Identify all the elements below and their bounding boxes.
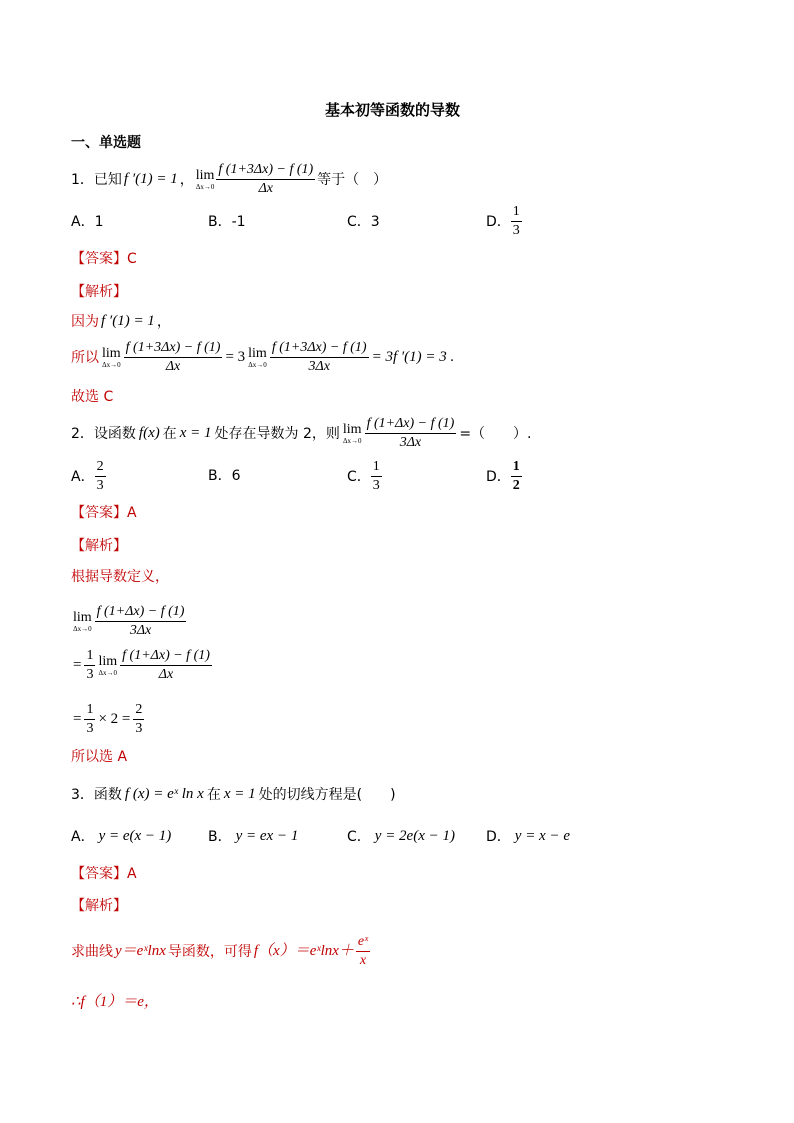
equals-sign: = bbox=[73, 711, 82, 727]
option-label: B． bbox=[208, 214, 232, 230]
q3-explanation-fraction bbox=[356, 934, 370, 969]
fraction-numerator: 1 bbox=[371, 459, 382, 477]
explanation-math: f ′(1) = 1 bbox=[101, 313, 155, 329]
fraction-numerator: f (1+Δx) − f (1) bbox=[95, 604, 187, 622]
option-value: -1 bbox=[231, 214, 246, 230]
option-label: A． bbox=[71, 468, 95, 485]
q1-denominator: Δx bbox=[258, 181, 273, 196]
fraction-denominator: 3Δx bbox=[399, 435, 422, 450]
question-2 bbox=[71, 416, 532, 451]
lim-word: lim bbox=[73, 609, 92, 625]
fraction-numerator: f (1+3Δx) − f (1) bbox=[270, 340, 369, 358]
q2-suffix: =（ ）. bbox=[459, 425, 532, 442]
option-value: y = e(x − 1) bbox=[98, 828, 172, 844]
option-label: A． bbox=[71, 828, 95, 845]
explanation-math: f（x）＝eˣlnx＋ bbox=[253, 943, 354, 959]
fraction-numerator: 1 bbox=[511, 204, 522, 222]
q2-point: x = 1 bbox=[179, 425, 212, 441]
explanation-punct: ， bbox=[156, 313, 171, 330]
q2-step-1 bbox=[73, 604, 186, 639]
q3-option-a[interactable] bbox=[71, 829, 171, 844]
lim-sub: Δx→0 bbox=[98, 668, 118, 677]
q2-explanation-1: 根据导数定义， bbox=[71, 569, 169, 585]
two-thirds bbox=[133, 702, 144, 737]
q1-answer: 【答案】C bbox=[71, 251, 137, 267]
fraction-denominator: 3 bbox=[96, 478, 104, 493]
q2-analysis-label: 【解析】 bbox=[71, 538, 127, 554]
q2-answer: 【答案】A bbox=[71, 505, 137, 521]
fraction-denominator: 3Δx bbox=[308, 359, 330, 374]
q1-option-b[interactable] bbox=[208, 215, 246, 229]
section-heading: 一、单选题 bbox=[71, 135, 141, 151]
explanation-text: 导函数，可得 bbox=[167, 943, 252, 960]
option-label: B． bbox=[208, 468, 232, 484]
q1-ex-fraction-1 bbox=[124, 340, 223, 375]
lim-word: lim bbox=[248, 345, 267, 361]
option-label: C． bbox=[347, 468, 371, 485]
q2-step2-limit bbox=[98, 655, 117, 677]
q1-lim-word: lim bbox=[195, 167, 215, 183]
q1-comma: ， bbox=[179, 171, 194, 188]
option-value: 1 bbox=[94, 214, 104, 230]
q3-option-b[interactable] bbox=[208, 829, 298, 844]
q3-analysis-label: 【解析】 bbox=[71, 898, 127, 914]
q2-step-2 bbox=[73, 648, 212, 683]
q2-option-d[interactable] bbox=[486, 459, 522, 494]
q2-option-c[interactable] bbox=[347, 459, 382, 494]
q2-text: 处存在导数为 2，则 bbox=[214, 425, 340, 442]
one-third bbox=[84, 702, 95, 737]
q1-limit bbox=[196, 169, 215, 191]
fraction-denominator: 3 bbox=[372, 478, 380, 493]
q1-option-a[interactable] bbox=[71, 215, 104, 229]
q3-prefix: 3．函数 bbox=[71, 786, 122, 803]
fraction-denominator: 2 bbox=[512, 478, 520, 493]
fraction-numerator: 1 bbox=[511, 459, 522, 477]
q2-step1-fraction bbox=[95, 604, 187, 639]
q3-explanation-1 bbox=[71, 934, 370, 969]
q2-fraction bbox=[365, 416, 457, 451]
q2-text: 在 bbox=[162, 425, 177, 442]
q2-step-3 bbox=[73, 702, 144, 737]
fraction-denominator: Δx bbox=[158, 667, 174, 682]
q1-numerator: f (1+3Δx) − f (1) bbox=[216, 162, 315, 180]
option-value: 3 bbox=[370, 214, 380, 230]
one-third bbox=[84, 648, 95, 683]
option-fraction bbox=[371, 459, 382, 494]
fraction-numerator: 1 bbox=[84, 702, 95, 720]
option-value: y = 2e(x − 1) bbox=[374, 828, 455, 844]
fraction-numerator: f (1+Δx) − f (1) bbox=[365, 416, 457, 434]
q1-prefix: 1．已知 bbox=[71, 171, 122, 188]
lim-sub: Δx→0 bbox=[342, 436, 362, 445]
fraction-denominator: Δx bbox=[165, 359, 181, 374]
lim-word: lim bbox=[342, 421, 362, 437]
q1-ex-fraction-2 bbox=[270, 340, 369, 375]
option-label: C． bbox=[347, 214, 371, 230]
lim-sub: Δx→0 bbox=[102, 360, 121, 369]
q1-explanation-2 bbox=[71, 340, 454, 375]
result: = 3f ′(1) = 3 . bbox=[371, 349, 455, 365]
option-label: C． bbox=[347, 828, 371, 845]
q2-step1-limit bbox=[73, 611, 92, 633]
fraction-denominator: 3 bbox=[86, 721, 94, 736]
q1-suffix: 等于（ ） bbox=[317, 171, 388, 188]
option-value: y = ex − 1 bbox=[235, 828, 299, 844]
q3-option-c[interactable] bbox=[347, 829, 455, 844]
q1-condition: f ′(1) = 1 bbox=[123, 171, 178, 187]
page-title: 基本初等函数的导数 bbox=[325, 101, 461, 119]
fraction-numerator: f (1+3Δx) − f (1) bbox=[124, 340, 223, 358]
q1-option-c[interactable] bbox=[347, 215, 380, 229]
lim-word: lim bbox=[98, 653, 118, 669]
option-label: B． bbox=[208, 828, 232, 845]
explanation-text: 所以 bbox=[71, 349, 99, 366]
q2-option-b[interactable] bbox=[208, 469, 241, 483]
q3-option-d[interactable] bbox=[486, 829, 570, 844]
q3-text: 在 bbox=[206, 786, 221, 803]
q3-function: f (x) = eˣ ln x bbox=[124, 786, 204, 802]
fraction-numerator: 1 bbox=[84, 648, 95, 666]
fraction-denominator: x bbox=[359, 953, 367, 968]
fraction-denominator: 3 bbox=[86, 667, 94, 682]
option-value: 6 bbox=[231, 468, 241, 484]
fraction-numerator: 2 bbox=[133, 702, 144, 720]
q2-step2-fraction bbox=[120, 648, 212, 683]
equals-sign: = bbox=[73, 657, 82, 673]
q2-conclusion: 所以选 A bbox=[71, 749, 128, 765]
equals-three: = 3 bbox=[225, 349, 246, 365]
q2-option-a[interactable] bbox=[71, 459, 106, 494]
explanation-math: y＝eˣlnx bbox=[115, 943, 166, 959]
lim-sub: Δx→0 bbox=[248, 360, 267, 369]
q1-option-d-fraction bbox=[511, 204, 522, 239]
fraction-denominator: 3Δx bbox=[129, 623, 152, 638]
q1-fraction bbox=[216, 162, 315, 197]
explanation-text: 因为 bbox=[71, 313, 99, 330]
fraction-denominator: 3 bbox=[512, 223, 520, 238]
q1-lim-sub: Δx→0 bbox=[195, 182, 215, 191]
q2-prefix: 2．设函数 bbox=[71, 425, 136, 442]
q2-limit bbox=[343, 423, 362, 445]
question-1 bbox=[71, 162, 387, 197]
q1-analysis-label: 【解析】 bbox=[71, 284, 127, 300]
option-label: D． bbox=[486, 828, 511, 845]
q1-ex-limit-2 bbox=[248, 347, 267, 369]
q3-point: x = 1 bbox=[223, 786, 256, 802]
explanation-text: 求曲线 bbox=[71, 943, 113, 960]
fraction-numerator: 2 bbox=[95, 459, 106, 477]
q3-explanation-2: ∴f（1）＝e， bbox=[71, 994, 159, 1010]
question-3 bbox=[71, 787, 396, 802]
lim-sub: Δx→0 bbox=[73, 624, 92, 633]
q3-suffix: 处的切线方程是( ) bbox=[258, 786, 396, 803]
option-label: D． bbox=[486, 468, 511, 485]
option-label: A． bbox=[71, 214, 95, 230]
q1-ex-limit-1 bbox=[102, 347, 121, 369]
fraction-numerator: f (1+Δx) − f (1) bbox=[120, 648, 212, 666]
q2-function: f(x) bbox=[138, 425, 160, 441]
fraction-numerator: eˣ bbox=[356, 934, 370, 952]
q3-answer: 【答案】A bbox=[71, 866, 137, 882]
fraction-denominator: 3 bbox=[135, 721, 143, 736]
times-two: × 2 = bbox=[98, 711, 131, 727]
q1-option-d[interactable] bbox=[486, 204, 522, 239]
q1-explanation-1 bbox=[71, 314, 171, 329]
q1-conclusion: 故选 C bbox=[71, 389, 114, 405]
option-label: D． bbox=[486, 213, 511, 230]
option-value: y = x − e bbox=[514, 828, 570, 844]
option-fraction bbox=[511, 459, 522, 494]
option-fraction bbox=[95, 459, 106, 494]
lim-word: lim bbox=[102, 345, 121, 361]
